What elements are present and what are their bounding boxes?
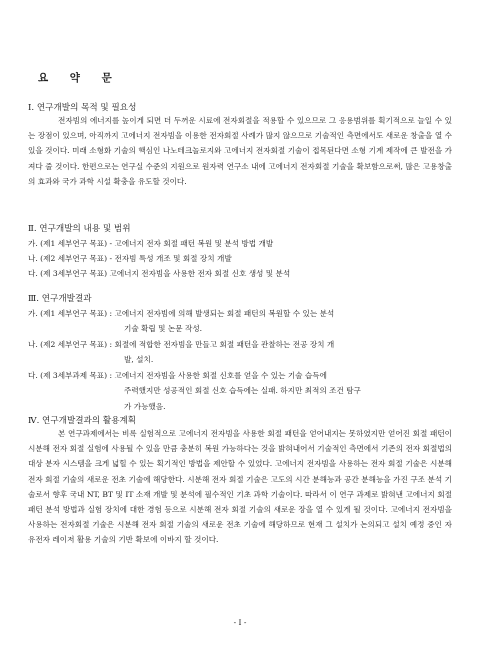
section-3-item-2 [28, 337, 334, 368]
section-3-item-1-line-2: 기술 확립 및 논문 작성. [124, 324, 203, 334]
section-2-item-3: 다. (제 3세부연구 목표) 고에너지 전자빔을 사용한 전자 회절 신호 생성 및 분석 [28, 269, 291, 278]
section-2-item-1: 가. (제1 세부연구 목표) - 고에너지 전자 회절 패턴 복원 및 분석 방법 개발 [28, 239, 274, 248]
section-3-item-3-line-2: 주력했지만 성공적인 회절 신호 습득에는 실패. 하지만 최적의 조건 탐구 [124, 386, 361, 396]
section-3-item-3-line-3: 가 가능했음. [124, 401, 166, 411]
page-number: - I - [233, 618, 247, 627]
section-3-item-2-line-2: 발, 설치. [124, 355, 154, 365]
section-4-heading: Ⅳ. 연구개발결과의 활용계획 [28, 416, 137, 426]
section-3-item-3 [28, 368, 361, 414]
section-1-body: 전자빔의 에너지를 높이게 되면 더 두꺼운 시료에 전자회절을 적용할 수 있으므로 그 응용범위를 획기적으로 늘일 수 있는 장점이 있으며, 아직까지 고에너지 전자빔을 이용한 전자회절 사례가 많지 않으므로 기술적인 측면에서도 새로운 창출을 열 수 있을 것이다. 미래 소형화 기술의 핵심인 나노테크놀로지와 고에너지 전자회절 기술이 접목된다면 소형 기계 제작에 큰 발전을 가져다 줄 것이다. 한편으로는 연구실 수준의 지원으로 원자력 연구소 내에 고에너지 전자회절 기술을 확보함으로써, 많은 고용창출의 효과와 국가 과학 시설 확충을 유도할 것이다. [28, 116, 452, 186]
section-4-body: 본 연구과제에서는 비록 실험적으로 고에너지 전자빔을 사용한 회절 패턴을 얻어내지는 못하였지만 얻어진 회절 패턴이 시분해 전자 회절 실험에 사용될 수 있을 만큼 충분히 복원 가능하다는 것을 밝혀내어서 기술적인 측면에서 기존의 전자 회절법의 대상 분자 시스템을 크게 넓힐 수 있는 획기적인 방법을 제안할 수 있었다. 고에너지 전자빔을 사용하는 전자 회절 기술은 시분해 전자 회절 기술의 새로운 전초 기술에 해당한다. 시분해 전자 회절 기술은 고도의 시간 분해능과 공간 분해능을 가진 구조 분석 기술로서 향후 국내 NT, BT 및 IT 소재 개발 및 분석에 필수적인 기초 과학 기술이다. 따라서 이 연구 과제로 밝혀낸 고에너지 회절 패턴 분석 방법과 실험 장치에 대한 경험 등으로 시분해 전자 회절 기술의 새로운 장을 열 수 있게 될 것이다. 고에너지 전자빔을 사용하는 전자회절 기술은 시분해 전자 회절 기술의 새로운 전초 기술에 해당하므로 현재 그 설치가 논의되고 설치 예정 중인 자유전자 레이저 활용 기술의 기반 확보에 이바지 할 것이다. [28, 429, 452, 545]
section-3-item-3-line-1: 다. (제 3세부과제 목표) : 고에너지 전자빔을 사용한 회절 신호를 얻을 수 있는 기술 습득에 [28, 371, 327, 380]
section-2-item-2: 나. (제2 세부연구 목표) - 전자빔 특성 개조 및 회절 장치 개발 [28, 254, 232, 263]
page-title: 요 약 문 [38, 72, 121, 84]
section-3-item-1 [28, 306, 334, 337]
section-3-heading: Ⅲ. 연구개발결과 [28, 294, 92, 304]
section-3-item-2-line-1: 나. (제2 세부연구 목표) : 회절에 적합한 전자빔을 만들고 회절 패턴을 관찰하는 전공 장치 개 [28, 340, 335, 349]
section-1-heading: Ⅰ. 연구개발의 목적 및 필요성 [28, 103, 137, 113]
section-3-item-1-line-1: 가. (제1 세부연구 목표) : 고에너지 전자빔에 의해 발생되는 회절 패턴의 복원할 수 있는 분석 [28, 309, 335, 318]
section-2-heading: Ⅱ. 연구개발의 내용 및 범위 [28, 224, 131, 234]
